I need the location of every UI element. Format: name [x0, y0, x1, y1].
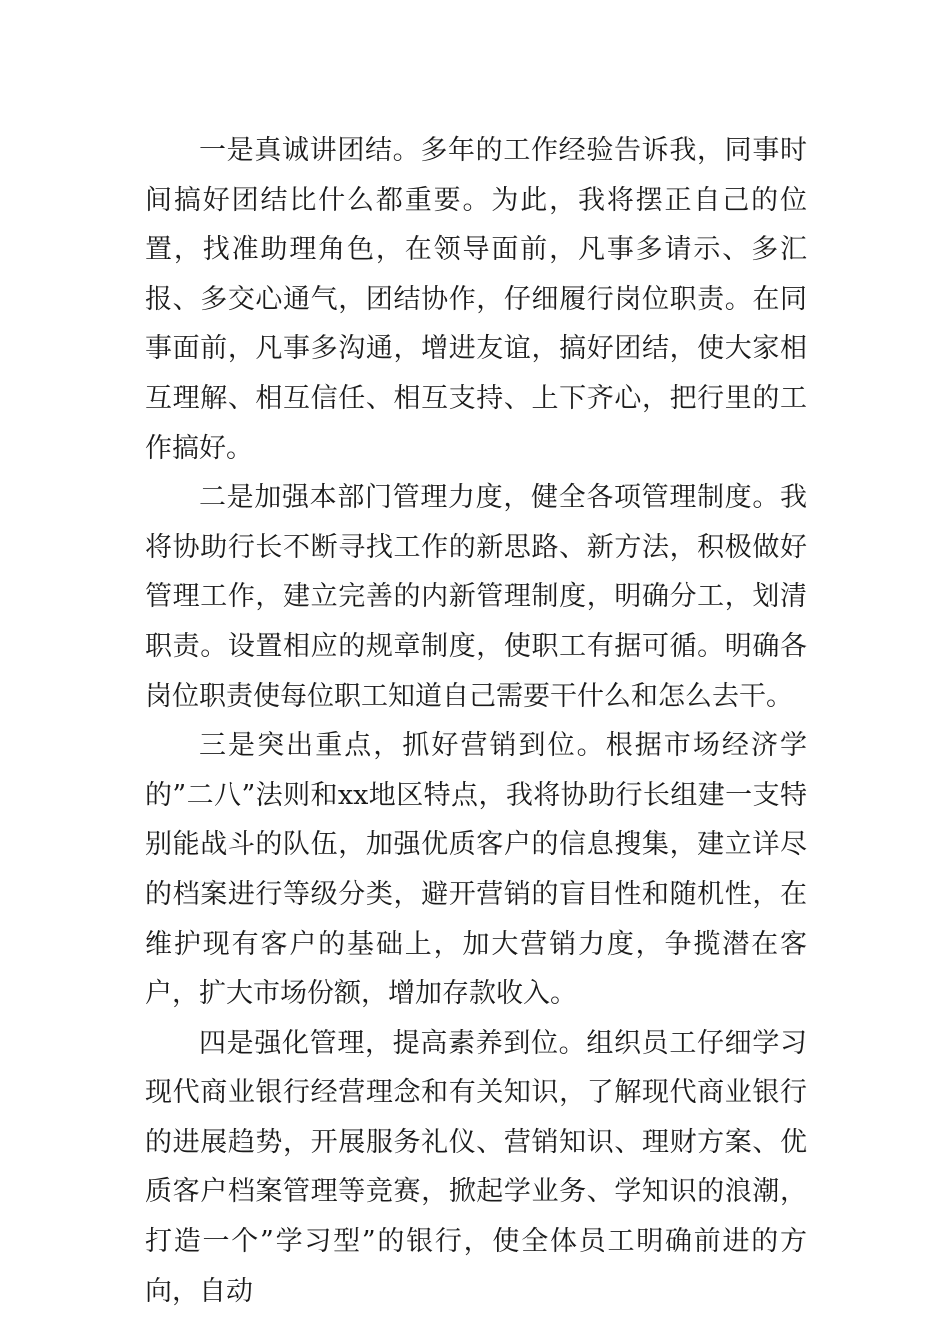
- paragraph-marketing: 三是突出重点，抓好营销到位。根据市场经济学的”二八”法则和xx地区特点，我将协助行长组建一支特别能战斗的队伍，加强优质客户的信息搜集，建立详尽的档案进行等级分类，避开营销的盲目性和随机性，在维护现有客户的基础上，加大营销力度，争揽潜在客户，扩大市场份额，增加存款收入。: [145, 730, 807, 1010]
- paragraph-management: 二是加强本部门管理力度，健全各项管理制度。我将协助行长不断寻找工作的新思路、新方法，积极做好管理工作，建立完善的内新管理制度，明确分工，划清职责。设置相应的规章制度，使职工有据可循。明确各岗位职责使每位职工知道自己需要干什么和怎么去干。: [145, 482, 807, 712]
- document-body: [145, 126, 807, 1316]
- paragraph-unity: 一是真诚讲团结。多年的工作经验告诉我，同事时间搞好团结比什么都重要。为此，我将摆正自己的位置，找准助理角色，在领导面前，凡事多请示、多汇报、多交心通气，团结协作，仔细履行岗位职责。在同事面前，凡事多沟通，增进友谊，搞好团结，使大家相互理解、相互信任、相互支持、上下齐心，把行里的工作搞好。: [145, 135, 807, 464]
- paragraph-training: 四是强化管理，提高素养到位。组织员工仔细学习现代商业银行经营理念和有关知识，了解现代商业银行的进展趋势，开展服务礼仪、营销知识、理财方案、优质客户档案管理等竞赛，掀起学业务、学知识的浪潮，打造一个”学习型”的银行，使全体员工明确前进的方向，自动: [145, 1027, 807, 1307]
